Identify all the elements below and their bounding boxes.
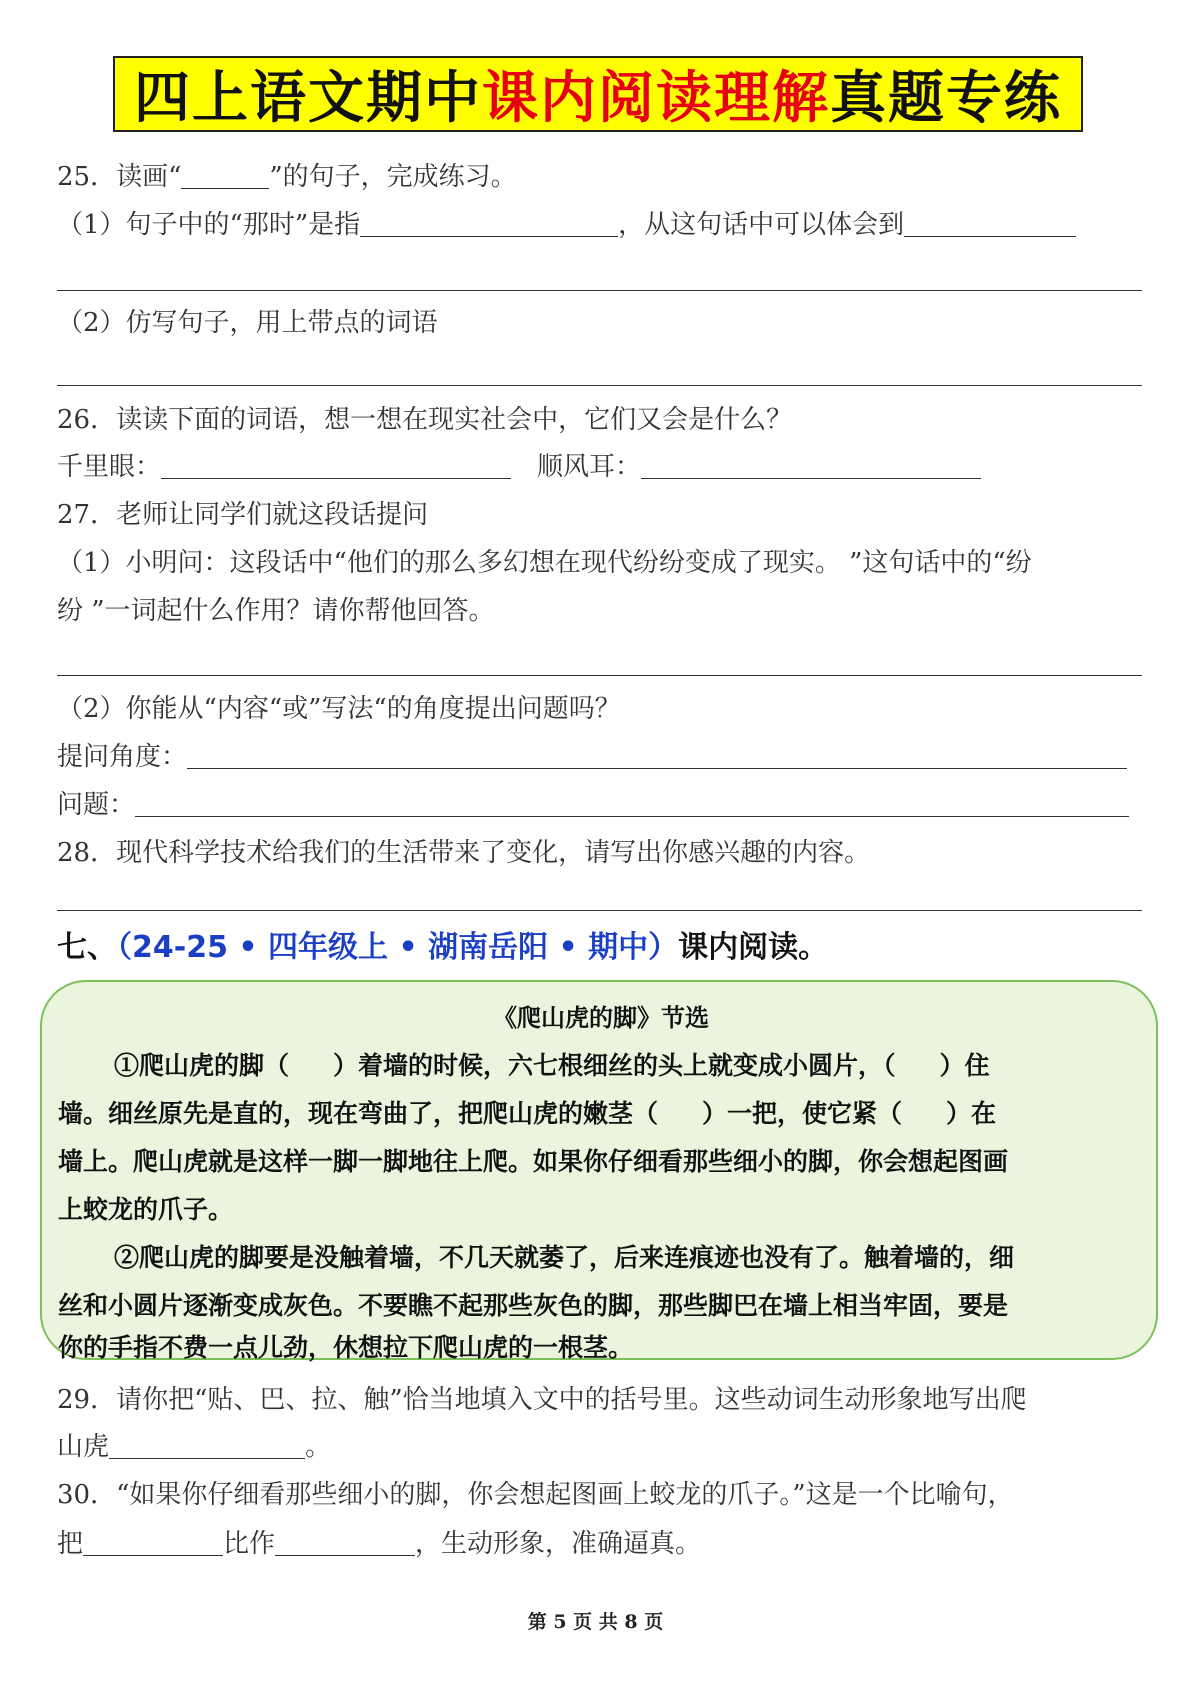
passage-line: ②爬山虎的脚要是没触着墙，不几天就萎了，后来连痕迹也没有了。触着墙的，细 <box>114 1243 1015 1272</box>
q30-blank2[interactable] <box>275 1529 415 1556</box>
section-heading: 七、（24-25 • 四年级上 • 湖南岳阳 • 期中）课内阅读。 <box>57 930 829 965</box>
title-part3: 真题专练 <box>830 66 1062 131</box>
q29-blank[interactable] <box>109 1432 305 1459</box>
passage-line: 墙。细丝原先是直的，现在弯曲了，把爬山虎的嫩茎（ ）一把，使它紧（ ）在 <box>58 1099 997 1128</box>
q25-blank[interactable] <box>181 162 269 189</box>
passage-line: ①爬山虎的脚（ ）着墙的时候，六七根细丝的头上就变成小圆片，（ ）住 <box>114 1051 990 1080</box>
q25-part1-blank1[interactable] <box>360 210 618 237</box>
page-title <box>113 56 1083 132</box>
section-source: （24-25 • 四年级上 • 湖南岳阳 • 期中） <box>117 930 679 965</box>
q25-part1-blank2[interactable] <box>904 210 1076 237</box>
passage-line: 你的手指不费一点儿劲，休想拉下爬山虎的一根茎。 <box>58 1333 634 1362</box>
q27-part1-line2: 纷 ”一词起什么作用？请你帮他回答。 <box>57 596 495 626</box>
title-part1: 四上语文期中 <box>134 66 482 131</box>
q26-answers: 千里眼： 顺风耳： <box>57 450 981 484</box>
passage-line: 丝和小圆片逐渐变成灰色。不要瞧不起那些灰色的脚，那些脚巴在墙上相当牢固，要是 <box>58 1291 1009 1320</box>
answer-line[interactable] <box>57 675 1142 676</box>
answer-line[interactable] <box>57 290 1142 291</box>
passage-line: 上蛟龙的爪子。 <box>58 1195 234 1224</box>
q30-line2: 把 比作 ，生动形象，准确逼真。 <box>57 1529 702 1559</box>
q26-stem: 26．读读下面的词语，想一想在现实社会中，它们又会是什么？ <box>57 405 793 435</box>
q27-stem: 27．老师让同学们就这段话提问 <box>57 500 429 530</box>
title-part2: 课内阅读理解 <box>482 66 830 131</box>
q29-line2: 山虎 。 <box>57 1432 332 1462</box>
passage-title: 《爬山虎的脚》节选 <box>493 1003 709 1032</box>
q27-question-blank[interactable] <box>135 790 1129 817</box>
q25-part1: （1）句子中的“那时”是指 ，从这句话中可以体会到 <box>57 208 1076 242</box>
passage-line: 墙上。爬山虎就是这样一脚一脚地往上爬。如果你仔细看那些细小的脚，你会想起图画 <box>58 1147 1009 1176</box>
q27-angle-blank[interactable] <box>187 742 1127 769</box>
q28-stem: 28．现代科学技术给我们的生活带来了变化，请写出你感兴趣的内容。 <box>57 838 871 868</box>
q27-question-row: 问题： <box>57 788 1129 822</box>
q27-angle-row: 提问角度： <box>57 740 1127 774</box>
q26-blank2[interactable] <box>641 452 981 479</box>
answer-line[interactable] <box>57 910 1142 911</box>
q30-blank1[interactable] <box>83 1529 223 1556</box>
reading-passage-box <box>40 980 1158 1360</box>
page-number: 第 5 页 共 8 页 <box>527 1611 664 1633</box>
q26-blank1[interactable] <box>161 452 511 479</box>
q25-stem: 25．读画“ ”的句子，完成练习。 <box>57 162 517 192</box>
q27-part1-line1: （1）小明问：这段话中“他们的那么多幻想在现代纷纷变成了现实。 ”这句话中的“纷 <box>57 548 1032 578</box>
q25-part2: （2）仿写句子，用上带点的词语 <box>57 308 438 338</box>
q27-part2: （2）你能从“内容“或”写法“的角度提出问题吗？ <box>57 694 621 724</box>
q30-line1: 30．“如果你仔细看那些细小的脚，你会想起图画上蛟龙的爪子。”这是一个比喻句， <box>57 1480 1014 1510</box>
answer-line[interactable] <box>57 385 1142 386</box>
q29-line1: 29．请你把“贴、巴、拉、触”恰当地填入文中的括号里。这些动词生动形象地写出爬 <box>57 1385 1027 1415</box>
